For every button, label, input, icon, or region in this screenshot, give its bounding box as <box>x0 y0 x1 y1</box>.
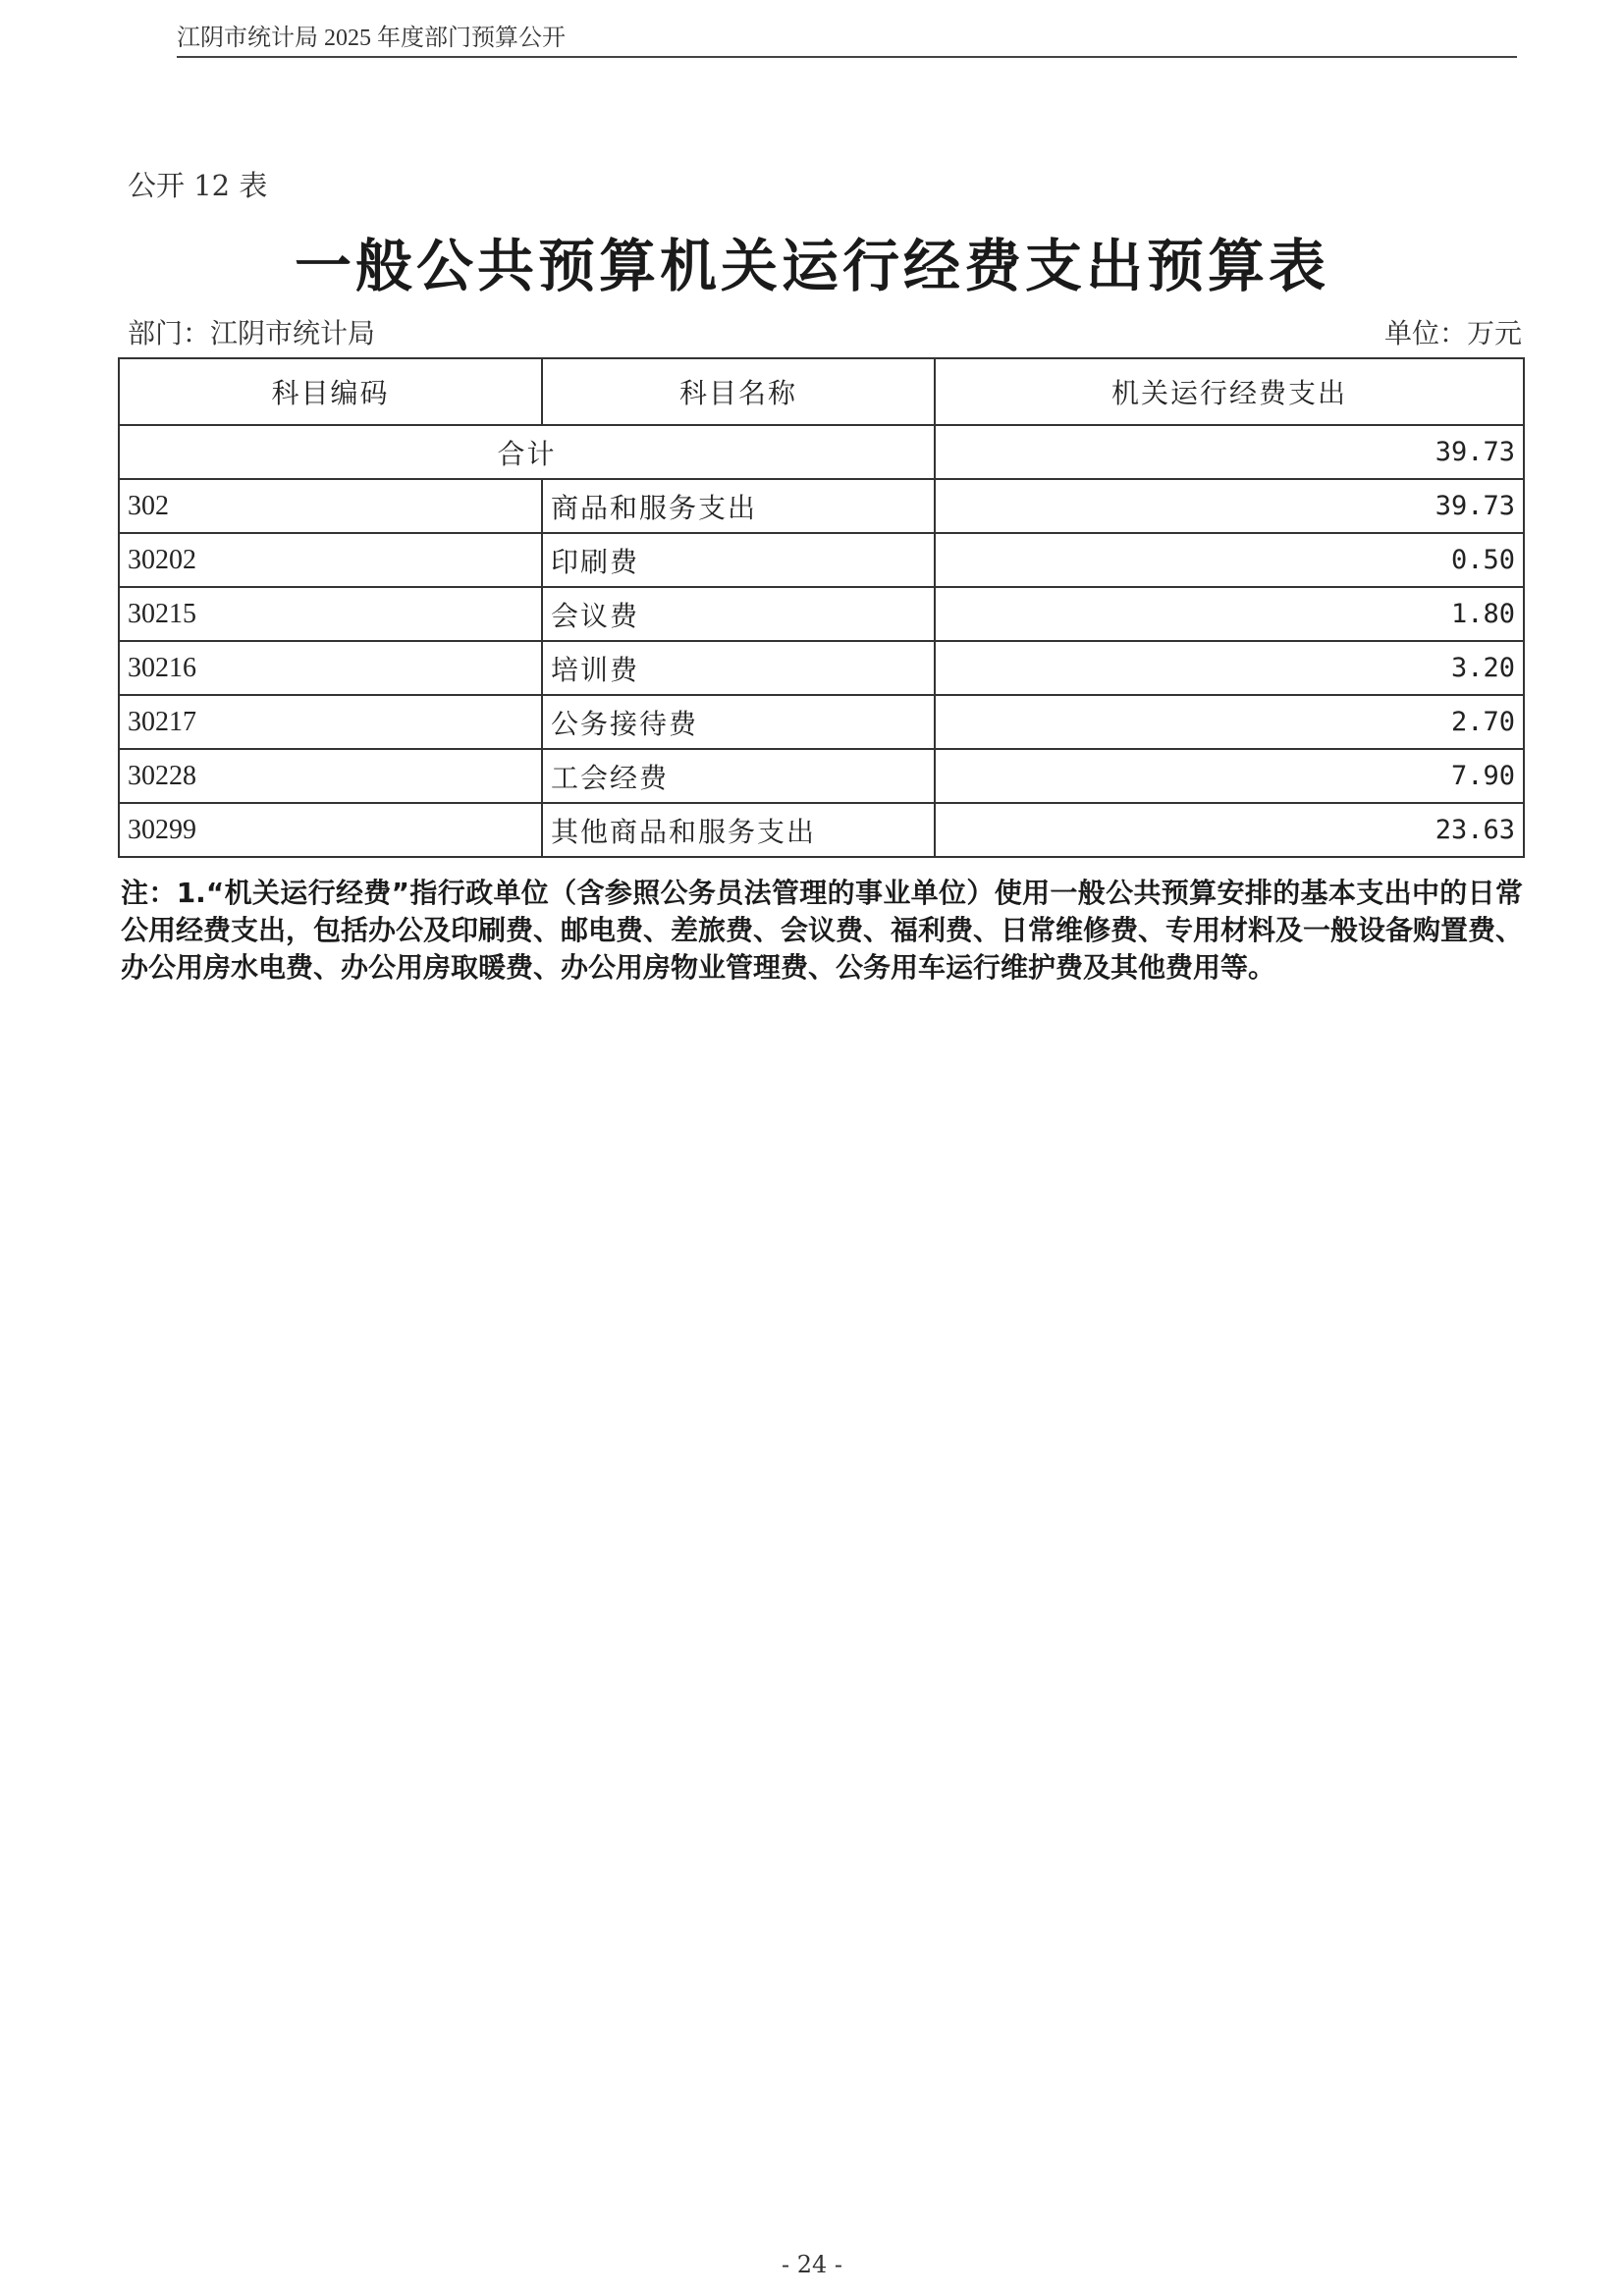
row-code: 302 <box>119 479 542 533</box>
row-amount: 1.80 <box>935 587 1524 641</box>
row-amount: 39.73 <box>935 479 1524 533</box>
column-header-name: 科目名称 <box>542 358 935 425</box>
department-label: 部门：江阴市统计局 <box>128 317 376 349</box>
row-name: 商品和服务支出 <box>542 479 935 533</box>
document-title: 一般公共预算机关运行经费支出预算表 <box>294 233 1329 299</box>
row-amount: 23.63 <box>935 803 1524 857</box>
row-amount: 2.70 <box>935 695 1524 749</box>
table-header-row <box>119 358 1524 425</box>
row-name: 工会经费 <box>542 749 935 803</box>
table-number: 公开 12 表 <box>128 169 268 202</box>
row-amount: 3.20 <box>935 641 1524 695</box>
header-rule <box>177 56 1517 58</box>
table-row <box>119 749 1524 803</box>
total-row <box>119 425 1524 479</box>
table-row <box>119 587 1524 641</box>
row-name: 会议费 <box>542 587 935 641</box>
footnote: 注：1.“机关运行经费”指行政单位（含参照公务员法管理的事业单位）使用一般公共预算安排的基本支出中的日常公用经费支出，包括办公及印刷费、邮电费、差旅费、会议费、福利费、日常维修费、专用材料及一般设备购置费、办公用房水电费、办公用房取暖费、办公用房物业管理费、公务用车运行维护费及其他费用等。 <box>121 877 1524 984</box>
row-name: 培训费 <box>542 641 935 695</box>
row-code: 30217 <box>119 695 542 749</box>
budget-table <box>118 357 1525 858</box>
row-code: 30202 <box>119 533 542 587</box>
column-header-code: 科目编码 <box>119 358 542 425</box>
running-header: 江阴市统计局 2025 年度部门预算公开 <box>177 26 566 51</box>
row-code: 30216 <box>119 641 542 695</box>
row-amount: 7.90 <box>935 749 1524 803</box>
table-row <box>119 695 1524 749</box>
unit-label: 单位：万元 <box>1383 317 1522 349</box>
total-label: 合计 <box>119 425 935 479</box>
table-row <box>119 641 1524 695</box>
column-header-amount: 机关运行经费支出 <box>935 358 1524 425</box>
row-code: 30228 <box>119 749 542 803</box>
row-name: 其他商品和服务支出 <box>542 803 935 857</box>
row-name: 公务接待费 <box>542 695 935 749</box>
row-amount: 0.50 <box>935 533 1524 587</box>
table-row <box>119 479 1524 533</box>
table-row <box>119 533 1524 587</box>
row-name: 印刷费 <box>542 533 935 587</box>
row-code: 30215 <box>119 587 542 641</box>
table-row <box>119 803 1524 857</box>
page-number: - 24 - <box>781 2251 842 2278</box>
row-code: 30299 <box>119 803 542 857</box>
total-amount: 39.73 <box>935 425 1524 479</box>
